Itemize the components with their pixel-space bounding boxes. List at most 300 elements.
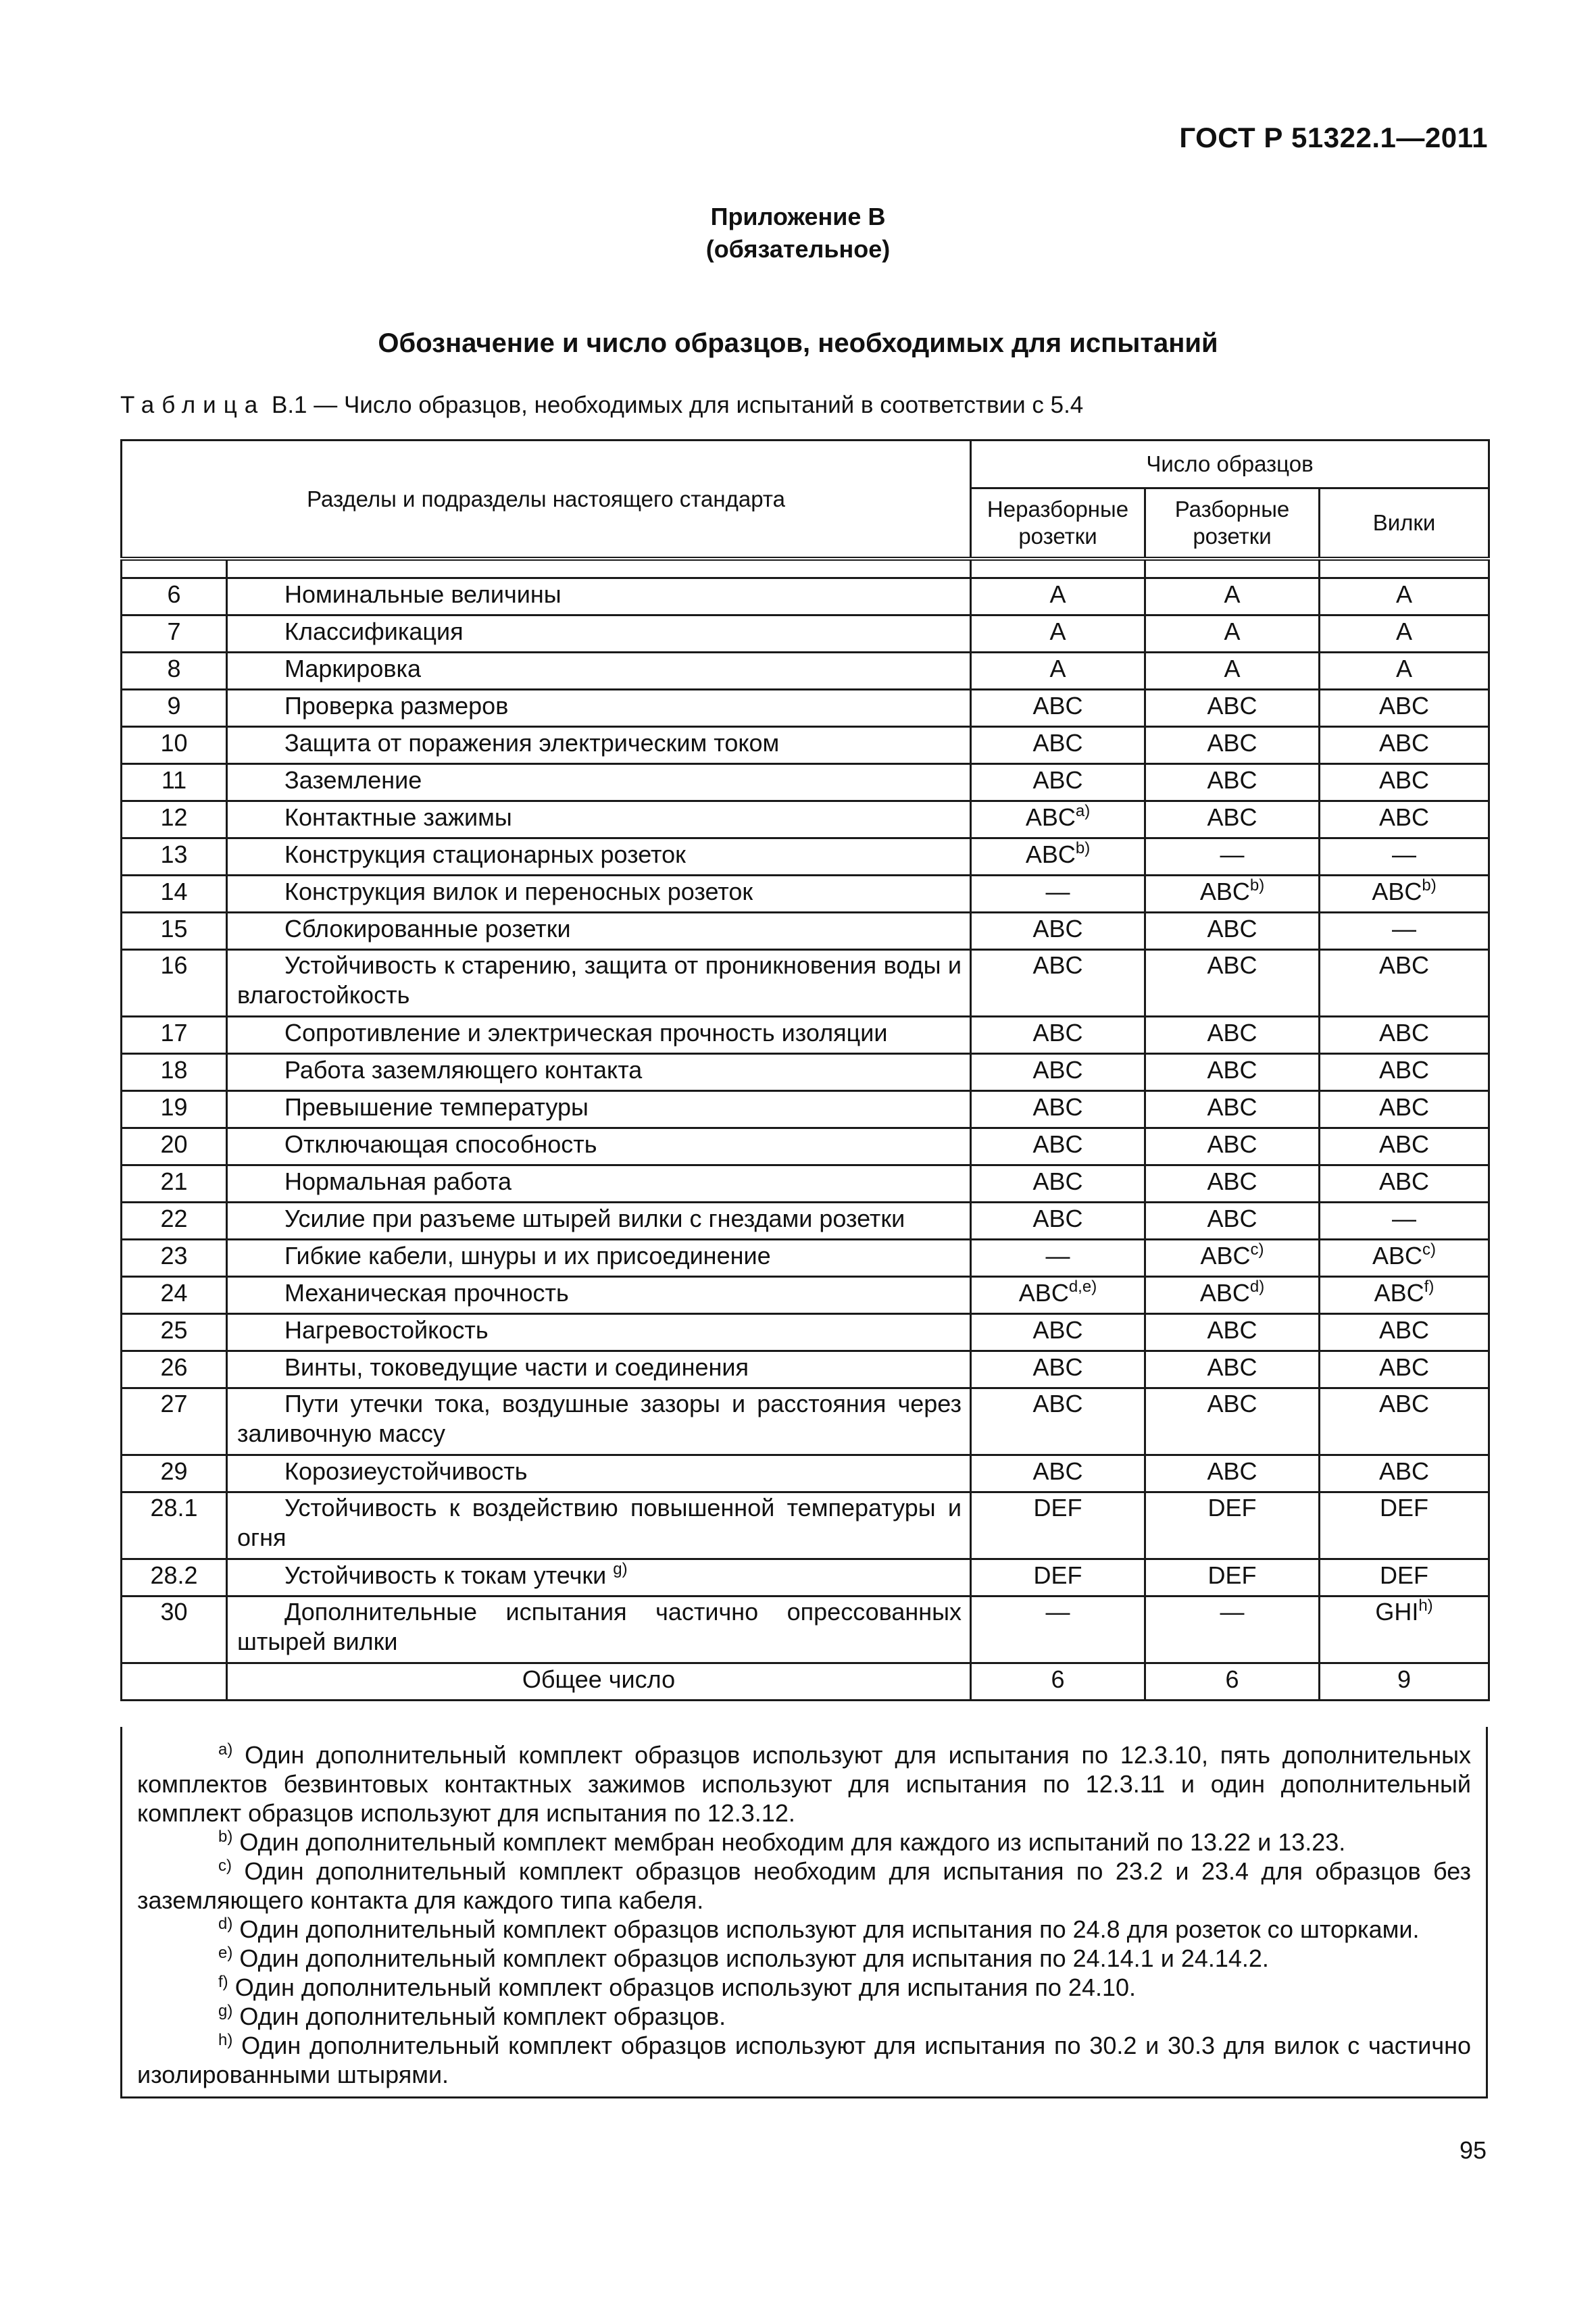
sample-count-col2 (1145, 1203, 1320, 1240)
sample-value: DEF (1207, 1494, 1257, 1521)
section-number: 13 (122, 838, 227, 876)
total-col1: 6 (971, 1663, 1145, 1701)
footnote-ref: g) (613, 1560, 628, 1578)
section-name-text: Отключающая способность (284, 1130, 597, 1158)
section-name (227, 1492, 971, 1559)
table-row (122, 1128, 1489, 1165)
sample-value: А (1395, 655, 1412, 682)
footnote-mark: c) (218, 1857, 232, 1875)
table-caption-text: В.1 — Число образцов, необходимых для испытаний в соответствии с 5.4 (271, 392, 1084, 418)
section-name-text: Пути утечки тока, воздушные зазоры и расстояния через заливочную массу (237, 1390, 962, 1447)
sample-value: GHI (1375, 1598, 1419, 1626)
table-caption (120, 392, 1083, 419)
table-row (122, 1054, 1489, 1091)
table-row (122, 764, 1489, 801)
sample-value: ABC (1207, 1167, 1257, 1195)
sample-count-col2 (1145, 1277, 1320, 1314)
sample-value: А (1049, 580, 1066, 608)
section-name (227, 1559, 971, 1596)
sample-value: А (1395, 618, 1412, 645)
sample-count-col1 (971, 578, 1145, 615)
table-row (122, 615, 1489, 653)
sample-count-col2 (1145, 578, 1320, 615)
table-row (122, 1277, 1489, 1314)
sample-count-col2 (1145, 950, 1320, 1017)
sample-value: — (1220, 840, 1245, 868)
sample-count-col2 (1145, 913, 1320, 950)
footnote-ref: h) (1418, 1596, 1433, 1615)
sample-count-col1 (971, 838, 1145, 876)
section-name-text: Контактные зажимы (284, 803, 512, 831)
sample-count-col2 (1145, 1596, 1320, 1663)
sample-value: А (1395, 580, 1412, 608)
sample-value: ABC (1032, 1390, 1083, 1417)
sample-value: ABC (1032, 766, 1083, 794)
sample-count-col3 (1320, 1240, 1489, 1277)
section-name (227, 764, 971, 801)
sample-count-col2 (1145, 1165, 1320, 1203)
sample-value: ABC (1207, 1457, 1257, 1485)
total-label: Общее число (227, 1663, 971, 1701)
sample-count-col1 (971, 1017, 1145, 1054)
section-name (227, 801, 971, 838)
sample-value: — (1045, 1242, 1070, 1269)
section-title: Обозначение и число образцов, необходимых для испытаний (378, 328, 1218, 358)
footnote-text: Один дополнительный комплект образцов используют для испытания по 24.14.1 и 24.14.2. (239, 1944, 1269, 1972)
section-name-text: Нагревостойкость (284, 1316, 489, 1344)
sample-value: ABC (1032, 915, 1083, 942)
header-sample-count: Число образцов (971, 441, 1489, 488)
sample-count-col2 (1145, 727, 1320, 764)
sample-count-col3 (1320, 727, 1489, 764)
footnote (137, 2002, 1471, 2031)
sample-value: ABC (1207, 915, 1257, 942)
sample-value: ABC (1378, 803, 1430, 831)
header-rewirable-sockets: Разборные розетки (1145, 488, 1320, 559)
sample-count-col1 (971, 653, 1145, 690)
sample-value: А (1224, 618, 1241, 645)
sample-count-col3 (1320, 1128, 1489, 1165)
sample-count-col1 (971, 876, 1145, 913)
section-name (227, 1203, 971, 1240)
section-name-text: Заземление (284, 766, 422, 794)
sample-count-col2 (1145, 690, 1320, 727)
sample-count-col1 (971, 1492, 1145, 1559)
sample-value: DEF (1380, 1561, 1428, 1589)
sample-count-col2 (1145, 1455, 1320, 1492)
section-name-text: Винты, токоведущие части и соединения (284, 1353, 749, 1381)
section-name-text: Устойчивость к старению, защита от проникновения воды и влагостойкость (237, 951, 962, 1009)
section-name (227, 1054, 971, 1091)
sample-value: — (1392, 1205, 1416, 1232)
section-name-text: Дополнительные испытания частично опрессованных штырей вилки (237, 1598, 962, 1655)
sample-value: ABC (1207, 766, 1257, 794)
sample-value: ABC (1378, 1167, 1430, 1195)
sample-value: А (1049, 655, 1066, 682)
section-name-text: Механическая прочность (284, 1279, 569, 1307)
section-name (227, 727, 971, 764)
total-col3: 9 (1320, 1663, 1489, 1701)
section-number: 11 (122, 764, 227, 801)
footnote-mark: g) (218, 2002, 233, 2020)
sample-value: ABC (1032, 1457, 1083, 1485)
section-number: 27 (122, 1388, 227, 1455)
section-number: 14 (122, 876, 227, 913)
footnote-mark: e) (218, 1944, 233, 1962)
section-name (227, 1351, 971, 1388)
footnote-ref: a) (1075, 802, 1091, 820)
sample-value: ABC (1032, 1093, 1083, 1121)
section-name-text: Номинальные величины (284, 580, 562, 608)
table-row (122, 1559, 1489, 1596)
sample-value: ABC (1207, 1205, 1257, 1232)
sample-value: ABC (1200, 1242, 1251, 1269)
sample-count-col1 (971, 764, 1145, 801)
table-row (122, 727, 1489, 764)
section-name (227, 1128, 971, 1165)
section-number: 30 (122, 1596, 227, 1663)
sample-count-col2 (1145, 1054, 1320, 1091)
sample-value: ABC (1378, 692, 1430, 720)
sample-value: ABC (1199, 878, 1250, 905)
section-number: 20 (122, 1128, 227, 1165)
sample-count-col1 (971, 1203, 1145, 1240)
sample-value: DEF (1207, 1561, 1257, 1589)
section-number: 9 (122, 690, 227, 727)
section-name (227, 1455, 971, 1492)
footnote-text: Один дополнительный комплект образцов. (239, 2003, 726, 2030)
sample-value: — (1392, 915, 1416, 942)
sample-value: ABC (1207, 729, 1257, 757)
header-non-rewirable-sockets: Неразборные розетки (971, 488, 1145, 559)
sample-count-col3 (1320, 1492, 1489, 1559)
sample-value: ABC (1207, 803, 1257, 831)
footnote-text: Один дополнительный комплект образцов используют для испытания по 24.10. (234, 1973, 1137, 2001)
footnote-text: Один дополнительный комплект мембран необходим для каждого из испытаний по 13.22 и 13.23. (239, 1828, 1346, 1856)
sample-value: ABC (1378, 1353, 1430, 1381)
footnote (137, 1740, 1471, 1828)
sample-value: ABC (1018, 1279, 1069, 1307)
sample-count-col3 (1320, 913, 1489, 950)
footnote-ref: d) (1249, 1278, 1265, 1296)
section-name (227, 1165, 971, 1203)
section-number: 8 (122, 653, 227, 690)
sample-value: ABC (1207, 1130, 1257, 1158)
sample-count-col3 (1320, 1314, 1489, 1351)
sample-value: ABC (1032, 1056, 1083, 1084)
section-name-text: Работа заземляющего контакта (284, 1056, 643, 1084)
sample-value: ABC (1378, 766, 1430, 794)
section-number: 17 (122, 1017, 227, 1054)
footnote-mark: h) (218, 2031, 233, 2049)
sample-value: ABC (1378, 729, 1430, 757)
sample-count-col3 (1320, 653, 1489, 690)
table-row (122, 1492, 1489, 1559)
sample-value: ABC (1372, 1242, 1423, 1269)
section-name-text: Конструкция вилок и переносных розеток (284, 878, 753, 905)
total-row (122, 1663, 1489, 1701)
sample-value: ABC (1032, 729, 1083, 757)
sample-value: ABC (1199, 1279, 1250, 1307)
footnote-mark: b) (218, 1828, 233, 1846)
section-number: 21 (122, 1165, 227, 1203)
section-name (227, 615, 971, 653)
section-name (227, 838, 971, 876)
section-name-text: Сопротивление и электрическая прочность изоляции (284, 1019, 888, 1047)
sample-count-col2 (1145, 1240, 1320, 1277)
sample-value: ABC (1207, 951, 1257, 979)
sample-count-col2 (1145, 1559, 1320, 1596)
sample-count-col2 (1145, 1388, 1320, 1455)
sample-count-col1 (971, 615, 1145, 653)
section-name-text: Защита от поражения электрическим током (284, 729, 780, 757)
sample-count-col1 (971, 950, 1145, 1017)
sample-value: ABC (1025, 803, 1076, 831)
footnote (137, 1915, 1471, 1944)
sample-value: ABC (1378, 1056, 1430, 1084)
section-number: 28.1 (122, 1492, 227, 1559)
footnote-ref: f) (1424, 1278, 1435, 1296)
footnote-ref: c) (1422, 1240, 1437, 1259)
footnote-mark: a) (218, 1740, 233, 1759)
section-number: 18 (122, 1054, 227, 1091)
sample-count-col2 (1145, 653, 1320, 690)
section-number: 22 (122, 1203, 227, 1240)
sample-count-col1 (971, 1091, 1145, 1128)
section-name (227, 653, 971, 690)
sample-value: ABC (1207, 692, 1257, 720)
footnote (137, 1857, 1471, 1915)
section-number: 15 (122, 913, 227, 950)
sample-value: ABC (1032, 1130, 1083, 1158)
sample-value: ABC (1025, 840, 1076, 868)
section-number: 25 (122, 1314, 227, 1351)
sample-value: ABC (1032, 1316, 1083, 1344)
section-name (227, 1596, 971, 1663)
footnote-ref: b) (1075, 839, 1091, 857)
sample-value: DEF (1033, 1494, 1082, 1521)
sample-count-col3 (1320, 1351, 1489, 1388)
sample-value: А (1224, 580, 1241, 608)
section-name-text: Усилие при разъеме штырей вилки с гнездами розетки (284, 1205, 905, 1232)
sample-count-col3 (1320, 1054, 1489, 1091)
sample-value: ABC (1378, 1019, 1430, 1047)
sample-count-col1 (971, 1128, 1145, 1165)
table-row (122, 1240, 1489, 1277)
footnote (137, 1973, 1471, 2002)
sample-count-col3 (1320, 1165, 1489, 1203)
document-id: ГОСТ Р 51322.1—2011 (1179, 122, 1488, 153)
sample-value: ABC (1378, 1093, 1430, 1121)
annex-status: (обязательное) (705, 235, 891, 263)
sample-value: ABC (1207, 1019, 1257, 1047)
section-name-text: Корозиеустойчивость (284, 1457, 528, 1485)
sample-value: ABC (1032, 1353, 1083, 1381)
sample-count-col3 (1320, 764, 1489, 801)
sample-count-col3 (1320, 1091, 1489, 1128)
sample-value: ABC (1207, 1353, 1257, 1381)
sample-count-col1 (971, 1455, 1145, 1492)
sample-count-col3 (1320, 1017, 1489, 1054)
section-name-text: Проверка размеров (284, 692, 509, 720)
sample-count-col1 (971, 727, 1145, 764)
sample-count-col1 (971, 1165, 1145, 1203)
footnote-ref: c) (1250, 1240, 1264, 1259)
table-row (122, 838, 1489, 876)
sample-count-col3 (1320, 1388, 1489, 1455)
sample-value: ABC (1032, 1167, 1083, 1195)
section-number: 29 (122, 1455, 227, 1492)
sample-value: ABC (1378, 951, 1430, 979)
sample-value: ABC (1207, 1093, 1257, 1121)
sample-count-col3 (1320, 1455, 1489, 1492)
sample-value: DEF (1380, 1494, 1428, 1521)
sample-value: ABC (1378, 1390, 1430, 1417)
header-plugs: Вилки (1320, 488, 1489, 559)
footnote-text: Один дополнительный комплект образцов необходим для испытания по 23.2 и 23.4 для образцов без заземляющего контакта для каждого типа кабеля. (137, 1857, 1471, 1914)
section-name (227, 950, 971, 1017)
sample-count-col1 (971, 1596, 1145, 1663)
section-number: 26 (122, 1351, 227, 1388)
sample-count-col3 (1320, 1596, 1489, 1663)
section-name (227, 1017, 971, 1054)
sample-count-col3 (1320, 578, 1489, 615)
section-number: 12 (122, 801, 227, 838)
table-row (122, 1165, 1489, 1203)
section-name-text: Устойчивость к воздействию повышенной температуры и огня (237, 1494, 962, 1551)
section-name-text: Сблокированные розетки (284, 915, 571, 942)
sample-count-col2 (1145, 838, 1320, 876)
footnotes (120, 1727, 1488, 2098)
table-row (122, 1017, 1489, 1054)
table-row (122, 653, 1489, 690)
section-name (227, 690, 971, 727)
table-row (122, 1388, 1489, 1455)
sample-count-col2 (1145, 1017, 1320, 1054)
total-col2: 6 (1145, 1663, 1320, 1701)
footnote-mark: f) (218, 1973, 228, 1991)
section-name-text: Маркировка (284, 655, 422, 682)
sample-value: — (1392, 840, 1416, 868)
table-row (122, 876, 1489, 913)
section-name-text: Превышение температуры (284, 1093, 589, 1121)
sample-count-col1 (971, 1388, 1145, 1455)
section-number: 16 (122, 950, 227, 1017)
table-row (122, 801, 1489, 838)
sample-value: ABC (1207, 1056, 1257, 1084)
sample-count-col2 (1145, 1492, 1320, 1559)
sample-value: — (1220, 1598, 1245, 1626)
footnote (137, 1944, 1471, 1973)
section-name (227, 1388, 971, 1455)
sample-count-col2 (1145, 876, 1320, 913)
sample-count-col1 (971, 1240, 1145, 1277)
sample-value: ABC (1032, 951, 1083, 979)
table-row (122, 1455, 1489, 1492)
table-row (122, 578, 1489, 615)
samples-table (120, 439, 1490, 1701)
footnote-text: Один дополнительный комплект образцов используют для испытания по 24.8 для розеток со шторками. (239, 1915, 1420, 1943)
table-row (122, 1091, 1489, 1128)
section-number: 19 (122, 1091, 227, 1128)
footnote-ref: b) (1249, 876, 1265, 895)
sample-count-col3 (1320, 1277, 1489, 1314)
sample-count-col1 (971, 1277, 1145, 1314)
footnote (137, 2031, 1471, 2089)
sample-count-col2 (1145, 1351, 1320, 1388)
footnote (137, 1828, 1471, 1857)
sample-count-col2 (1145, 1091, 1320, 1128)
sample-count-col3 (1320, 615, 1489, 653)
section-number: 28.2 (122, 1559, 227, 1596)
sample-value: ABC (1207, 1390, 1257, 1417)
section-name-text: Конструкция стационарных розеток (284, 840, 686, 868)
section-name (227, 1091, 971, 1128)
footnote-text: Один дополнительный комплект образцов используют для испытания по 30.2 и 30.3 для вилок с частично изолированными штырями. (137, 2032, 1471, 2088)
table-row (122, 913, 1489, 950)
section-name-text: Нормальная работа (284, 1167, 512, 1195)
table-row (122, 690, 1489, 727)
sample-value: — (1045, 878, 1070, 905)
sample-count-col2 (1145, 1128, 1320, 1165)
sample-count-col3 (1320, 1559, 1489, 1596)
sample-value: ABC (1032, 1205, 1083, 1232)
sample-count-col2 (1145, 615, 1320, 653)
sample-count-col2 (1145, 801, 1320, 838)
sample-value: ABC (1378, 1130, 1430, 1158)
sample-count-col1 (971, 1314, 1145, 1351)
footnote-text: Один дополнительный комплект образцов используют для испытания по 12.3.10, пять дополнительных комплектов безвинтовых контактных зажимов используют для испытания по 12.3.11 и один дополнительный комплект образцов используют для испытания по 12.3.12. (137, 1741, 1471, 1827)
sample-count-col3 (1320, 690, 1489, 727)
section-number: 24 (122, 1277, 227, 1314)
section-number: 23 (122, 1240, 227, 1277)
sample-count-col2 (1145, 764, 1320, 801)
sample-count-col1 (971, 801, 1145, 838)
sample-value: ABC (1032, 1019, 1083, 1047)
sample-value: ABC (1032, 692, 1083, 720)
footnote-ref: b) (1422, 876, 1437, 895)
section-name (227, 876, 971, 913)
sample-value: DEF (1033, 1561, 1082, 1589)
sample-value: ABC (1372, 878, 1422, 905)
sample-count-col3 (1320, 838, 1489, 876)
section-number: 6 (122, 578, 227, 615)
section-name-text: Гибкие кабели, шнуры и их присоединение (284, 1242, 771, 1269)
sample-count-col2 (1145, 1314, 1320, 1351)
section-number: 7 (122, 615, 227, 653)
sample-count-col3 (1320, 950, 1489, 1017)
sample-value: — (1045, 1598, 1070, 1626)
sample-count-col3 (1320, 801, 1489, 838)
table-row (122, 1596, 1489, 1663)
page-number: 95 (1459, 2136, 1487, 2164)
header-sections: Разделы и подразделы настоящего стандарта (122, 441, 971, 559)
sample-count-col1 (971, 1054, 1145, 1091)
sample-value: ABC (1374, 1279, 1424, 1307)
sample-value: ABC (1378, 1457, 1430, 1485)
footnote-ref: d,e) (1068, 1278, 1097, 1296)
footnote-mark: d) (218, 1915, 233, 1933)
table-row (122, 1203, 1489, 1240)
section-name (227, 1314, 971, 1351)
sample-count-col1 (971, 1559, 1145, 1596)
section-name (227, 913, 971, 950)
table-body (122, 578, 1489, 1663)
section-name (227, 578, 971, 615)
sample-count-col3 (1320, 876, 1489, 913)
table-row (122, 1351, 1489, 1388)
sample-count-col3 (1320, 1203, 1489, 1240)
